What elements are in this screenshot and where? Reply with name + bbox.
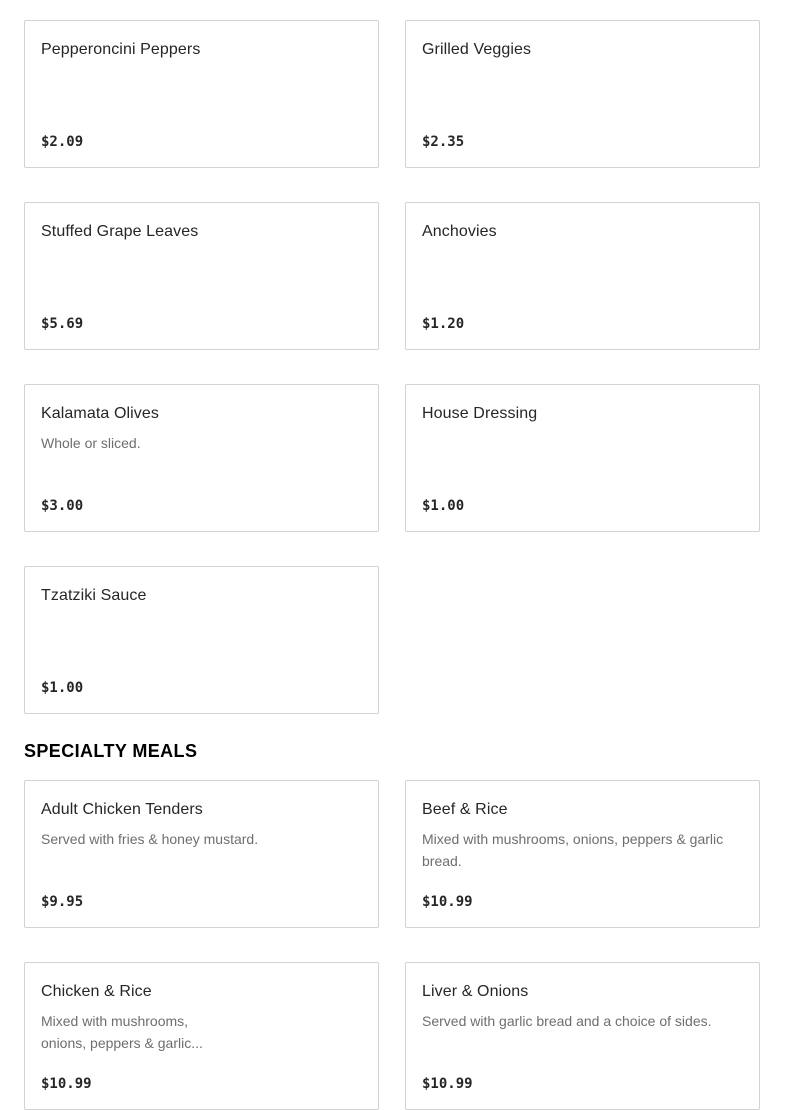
item-description: Served with garlic bread and a choice of sides. <box>422 1013 712 1029</box>
item-price: $10.99 <box>422 1076 473 1092</box>
item-price: $9.95 <box>41 894 84 910</box>
menu-item-card[interactable] <box>405 780 760 928</box>
menu-item-card[interactable] <box>24 566 379 714</box>
menu-item-card[interactable] <box>24 202 379 350</box>
item-name: Liver & Onions <box>422 983 529 1000</box>
item-description: Mixed with mushrooms, onions, peppers & garlic bread. <box>422 831 724 869</box>
item-price: $2.35 <box>422 134 465 150</box>
item-name: Chicken & Rice <box>41 983 152 1000</box>
item-description: Whole or sliced. <box>41 435 141 451</box>
item-price: $2.09 <box>41 134 84 150</box>
item-price: $3.00 <box>41 498 84 514</box>
menu-item-card[interactable] <box>405 202 760 350</box>
item-name: Grilled Veggies <box>422 41 532 58</box>
item-name: House Dressing <box>422 405 538 422</box>
item-name: Stuffed Grape Leaves <box>41 223 199 240</box>
item-price: $1.20 <box>422 316 465 332</box>
item-price: $5.69 <box>41 316 84 332</box>
menu-item-card[interactable] <box>405 962 760 1110</box>
menu-item-card[interactable] <box>405 384 760 532</box>
item-price: $1.00 <box>422 498 465 514</box>
item-price: $10.99 <box>422 894 473 910</box>
menu-item-card[interactable] <box>24 384 379 532</box>
item-name: Tzatziki Sauce <box>41 587 147 604</box>
item-name: Anchovies <box>422 223 497 240</box>
item-description: Served with fries & honey mustard. <box>41 831 259 847</box>
item-name: Pepperoncini Peppers <box>41 41 201 58</box>
item-name: Kalamata Olives <box>41 405 159 422</box>
menu-item-card[interactable] <box>405 20 760 168</box>
menu-item-card[interactable] <box>24 20 379 168</box>
item-description: Mixed with mushrooms, onions, peppers & garlic... <box>41 1013 203 1051</box>
section-title: SPECIALTY MEALS <box>24 741 198 761</box>
item-price: $10.99 <box>41 1076 92 1092</box>
menu-item-card[interactable] <box>24 780 379 928</box>
item-price: $1.00 <box>41 680 84 696</box>
menu-item-card[interactable] <box>24 962 379 1110</box>
item-name: Beef & Rice <box>422 801 508 818</box>
item-name: Adult Chicken Tenders <box>41 801 203 818</box>
